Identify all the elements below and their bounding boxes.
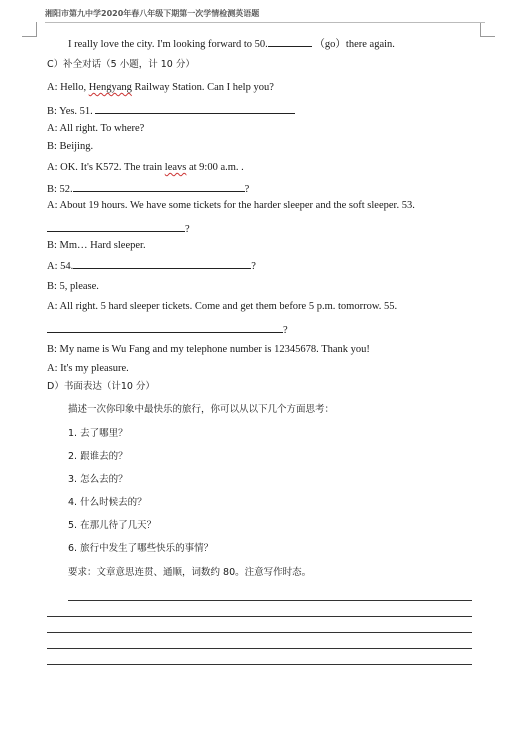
- dialog-line-15: A: It's my pleasure.: [47, 363, 129, 374]
- dialog-line-7: A: About 19 hours. We have some tickets for the harder sleeper and the soft sleeper. 53.: [47, 200, 415, 211]
- question-mark: ?: [244, 184, 250, 195]
- writing-line[interactable]: [47, 664, 472, 665]
- answer-blank-55[interactable]: [47, 322, 283, 333]
- dialog-text: A: OK. It's K572. The train: [47, 162, 165, 173]
- intro-sentence: [68, 36, 395, 51]
- dialog-text: B: Yes. 51.: [47, 106, 93, 117]
- answer-blank-53[interactable]: [47, 221, 185, 232]
- prompt-item: 3. 怎么去的？: [68, 474, 128, 485]
- dialog-line-5: [47, 162, 244, 174]
- dialog-line-14: B: My name is Wu Fang and my telephone number is 12345678. Thank you!: [47, 344, 370, 355]
- dialog-line-8: [47, 221, 190, 236]
- prompt-item: 4. 什么时候去的？: [68, 497, 147, 508]
- dialog-text: Railway Station. Can I help you?: [131, 82, 274, 93]
- dialog-text: A: 54.: [47, 261, 74, 272]
- writing-line[interactable]: [47, 648, 472, 649]
- intro-text-before: I really love the city. I'm looking forward to 50.: [68, 39, 268, 50]
- misspelled-word: leavs: [164, 162, 187, 173]
- question-mark: ?: [185, 224, 190, 235]
- misspelled-word: Hengyang: [88, 82, 132, 93]
- dialog-line-12: A: All right. 5 hard sleeper tickets. Come and get them before 5 p.m. tomorrow. 55.: [47, 301, 398, 312]
- writing-prompt: 描述一次你印象中最快乐的旅行，你可以从以下几个方面思考：: [68, 404, 335, 415]
- dialog-line-13: [47, 322, 288, 337]
- crop-mark-top-left: [22, 22, 37, 37]
- section-d-title: D）书面表达（计10 分）: [47, 381, 155, 392]
- prompt-item: 2. 跟谁去的？: [68, 451, 128, 462]
- crop-mark-top-right: [480, 22, 495, 37]
- dialog-line-9: B: Mm… Hard sleeper.: [47, 240, 146, 251]
- writing-line[interactable]: [68, 600, 472, 601]
- dialog-line-11: B: 5, please.: [47, 281, 99, 292]
- answer-blank-50[interactable]: [268, 36, 312, 47]
- dialog-line-3: A: All right. To where?: [47, 123, 145, 134]
- prompt-item: 1. 去了哪里？: [68, 428, 128, 439]
- writing-requirement: 要求：文章意思连贯、通顺，词数约 80。注意写作时态。: [68, 567, 312, 578]
- dialog-text: B: 52.: [47, 184, 73, 195]
- dialog-line-2: [47, 103, 295, 118]
- writing-line[interactable]: [47, 616, 472, 617]
- prompt-item: 5. 在那儿待了几天？: [68, 520, 157, 531]
- answer-blank-54[interactable]: [73, 258, 251, 269]
- answer-blank-52[interactable]: [73, 181, 245, 192]
- prompt-item: 6. 旅行中发生了哪些快乐的事情？: [68, 543, 214, 554]
- dialog-line-6: [47, 181, 249, 196]
- page-header: 湘阳市第九中学2020年春八年级下期第一次学情检测英语题: [45, 8, 485, 19]
- dialog-line-10: [47, 258, 256, 273]
- question-mark: ?: [251, 261, 256, 272]
- answer-blank-51[interactable]: [95, 103, 295, 114]
- dialog-line-4: B: Beijing.: [47, 141, 94, 152]
- writing-line[interactable]: [47, 632, 472, 633]
- intro-text-after: （go）there again.: [314, 39, 395, 50]
- dialog-line-1: [47, 82, 274, 94]
- dialog-text: A: Hello,: [47, 82, 89, 93]
- section-c-title: C）补全对话（5 小题，计 10 分）: [47, 59, 195, 70]
- question-mark: ?: [283, 325, 288, 336]
- dialog-text: at 9:00 a.m. .: [186, 162, 244, 173]
